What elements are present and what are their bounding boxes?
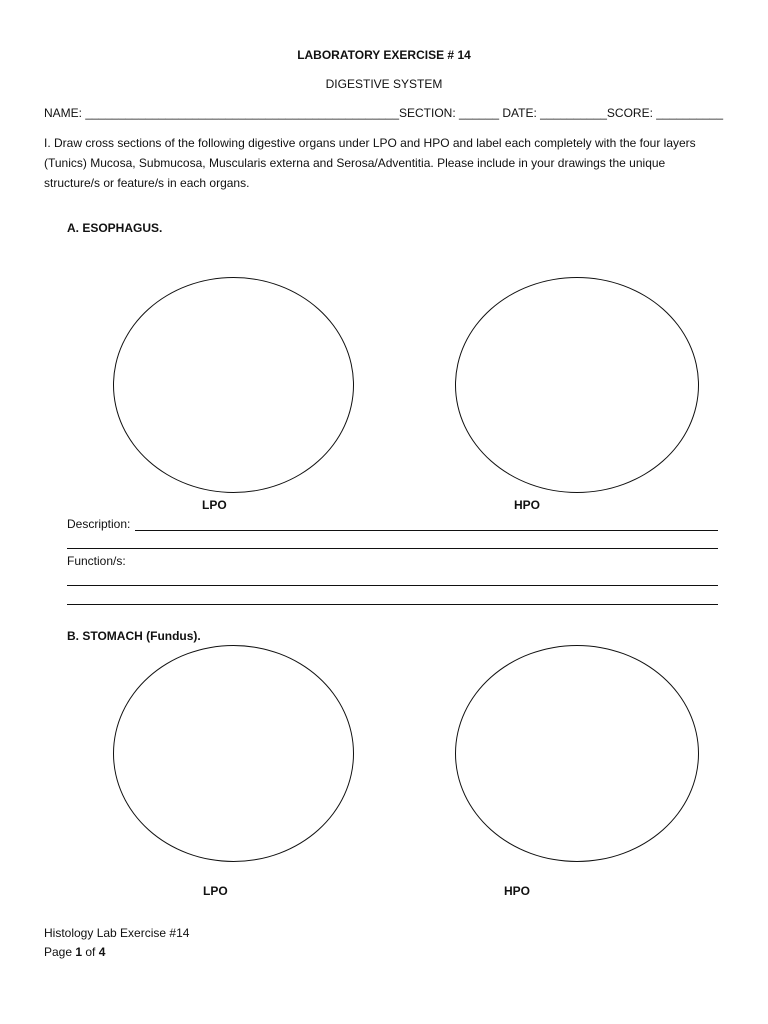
- page-number: Page 1 of 4: [44, 945, 106, 959]
- lpo-label: LPO: [202, 498, 227, 512]
- description-line[interactable]: [67, 548, 718, 549]
- drawing-circle-lpo[interactable]: [113, 645, 354, 862]
- total-pages: 4: [98, 945, 106, 959]
- drawing-circle-hpo[interactable]: [455, 645, 699, 862]
- footer-exercise-name: Histology Lab Exercise #14: [44, 926, 190, 940]
- section-heading-esophagus: A. ESOPHAGUS.: [67, 221, 163, 235]
- student-info-line: NAME: _______________________________________________SECTION: ______ DATE: __________SCORE: __________: [44, 106, 723, 120]
- function-label: Function/s:: [67, 554, 126, 568]
- page-title: LABORATORY EXERCISE # 14: [297, 48, 471, 62]
- current-page: 1: [75, 945, 83, 959]
- description-line[interactable]: [135, 530, 718, 531]
- hpo-label: HPO: [504, 884, 531, 898]
- drawing-circle-lpo[interactable]: [113, 277, 354, 493]
- description-label: Description:: [67, 517, 131, 531]
- drawing-circle-hpo[interactable]: [455, 277, 699, 493]
- page-subtitle: DIGESTIVE SYSTEM: [325, 77, 443, 91]
- section-heading-stomach: B. STOMACH (Fundus).: [67, 629, 201, 643]
- instructions: I. Draw cross sections of the following digestive organs under LPO and HPO and label each completely with the four layers (Tunics) Mucosa, Submucosa, Muscularis externa and Serosa/Adventitia. Please include in your drawings the unique structure/s or feature/s in each organs.: [44, 136, 696, 190]
- function-line[interactable]: [67, 585, 718, 586]
- hpo-label: HPO: [514, 498, 541, 512]
- function-line[interactable]: [67, 604, 718, 605]
- lpo-label: LPO: [203, 884, 228, 898]
